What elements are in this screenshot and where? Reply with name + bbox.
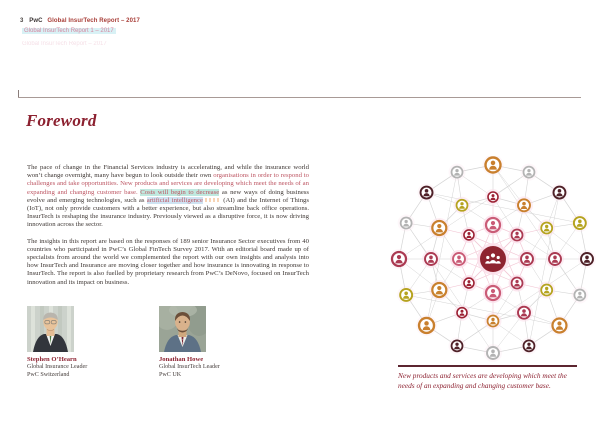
network-node xyxy=(483,156,504,176)
network-node xyxy=(515,196,533,214)
network-node xyxy=(538,282,555,299)
brand-logo-text: PwC xyxy=(29,18,43,24)
network-edge xyxy=(399,172,529,259)
network-node xyxy=(578,250,596,268)
network-node xyxy=(518,250,536,268)
annotation-artifact xyxy=(205,198,221,202)
page-number: 3 xyxy=(20,18,24,24)
network-node xyxy=(550,184,568,202)
signatory-org: PwC Switzerland xyxy=(27,371,70,378)
network-node xyxy=(520,337,537,354)
section-rule xyxy=(18,97,581,98)
network-node xyxy=(449,164,466,181)
signatory-1-photo xyxy=(27,306,74,352)
network-node xyxy=(509,226,526,243)
network-node xyxy=(454,197,471,214)
signatory-role: Global InsurTech Leader xyxy=(159,364,220,370)
network-node xyxy=(483,215,503,235)
body-paragraph-1 xyxy=(27,164,309,230)
signatory-role: Global Insurance Leader xyxy=(27,364,88,370)
network-node xyxy=(520,164,537,181)
text-segment: organisations in order to respond to challenges and take opportunities. New products and services are developing which meet the needs of an expanding and changing customer base. xyxy=(27,172,309,196)
caption-text: New products and services are developing which meet the needs of an expanding and changing customer base. xyxy=(398,371,567,390)
network-node xyxy=(450,250,468,268)
network-center-node xyxy=(477,243,509,275)
body-text xyxy=(27,164,309,295)
network-edge xyxy=(406,223,493,353)
ghost-annotation-2: Global InsurTech Report – 2017 xyxy=(22,41,107,47)
network-edge xyxy=(493,165,580,295)
network-node xyxy=(461,275,477,291)
network-node xyxy=(454,305,470,321)
network-node xyxy=(546,250,564,268)
signatory-2-photo xyxy=(159,306,206,352)
network-node xyxy=(461,227,477,243)
header-report-title: Global InsurTech Report – 2017 xyxy=(47,18,140,24)
network-node xyxy=(429,280,449,300)
signatory-1 xyxy=(27,306,115,379)
network-node xyxy=(429,218,449,238)
network-node xyxy=(549,315,569,335)
page-header xyxy=(20,18,140,24)
network-node xyxy=(485,313,502,330)
network-node xyxy=(484,344,502,362)
signatories xyxy=(27,306,247,379)
text-segment: artificial intelligence xyxy=(146,196,203,204)
network-node xyxy=(390,249,409,269)
signatory-name: Jonathan Howe xyxy=(159,356,204,363)
page-title: Foreword xyxy=(26,111,97,131)
network-edge xyxy=(457,259,587,346)
network-node xyxy=(509,275,526,292)
text-segment: as new ways of doing business evolve and emerging technologies, such as xyxy=(27,188,309,204)
network-node xyxy=(483,283,503,303)
network-node xyxy=(571,286,588,303)
network-node xyxy=(515,304,533,322)
body-paragraph-2: The insights in this report are based on the responses of 189 senior Insurance Sector executives from 40 countries who participated in PwC’s Global FinTech Survey 2017. With an editorial board made up of specialists from around the world we complemented the report with our own insights and analysis into how InsurTech and Insurance are moving closer together and how insurance is innovating in response to InsurTech. The report is also fuelled by proprietary research from PwC’s DeNovo, focused on InsurTech innovation and its impact on business. xyxy=(27,237,309,286)
network-node xyxy=(398,215,415,232)
signatory-name: Stephen O’Hearn xyxy=(27,356,77,363)
network-node xyxy=(422,250,440,268)
network-node xyxy=(418,184,436,202)
network-node xyxy=(416,315,437,336)
text-segment: Costs will begin to decrease xyxy=(140,188,220,196)
network-node xyxy=(571,214,589,232)
text-segment: (AI) and the Internet of Things (IoT), not only provide customers with a better experience, but also streamline back office operations. InsurTech is reshaping the insurance industry. Previously viewed as a disruptive force, it is now driving innovation across the sector. xyxy=(27,196,309,229)
ghost-annotation-1: Global InsurTech Report 1 – 2017 xyxy=(24,28,114,34)
network-node xyxy=(449,337,466,354)
signatory-org: PwC UK xyxy=(159,371,182,378)
network-node xyxy=(485,189,501,205)
text-segment: The pace of change in the Financial Services industry is accelerating, and while the insurance world won’t change overnight, many have begun to look outside their own xyxy=(27,164,309,180)
caption-rule xyxy=(398,365,577,367)
network-diagram xyxy=(390,156,596,362)
network-node xyxy=(397,286,415,304)
signatory-2 xyxy=(159,306,247,379)
network-node xyxy=(538,220,555,237)
